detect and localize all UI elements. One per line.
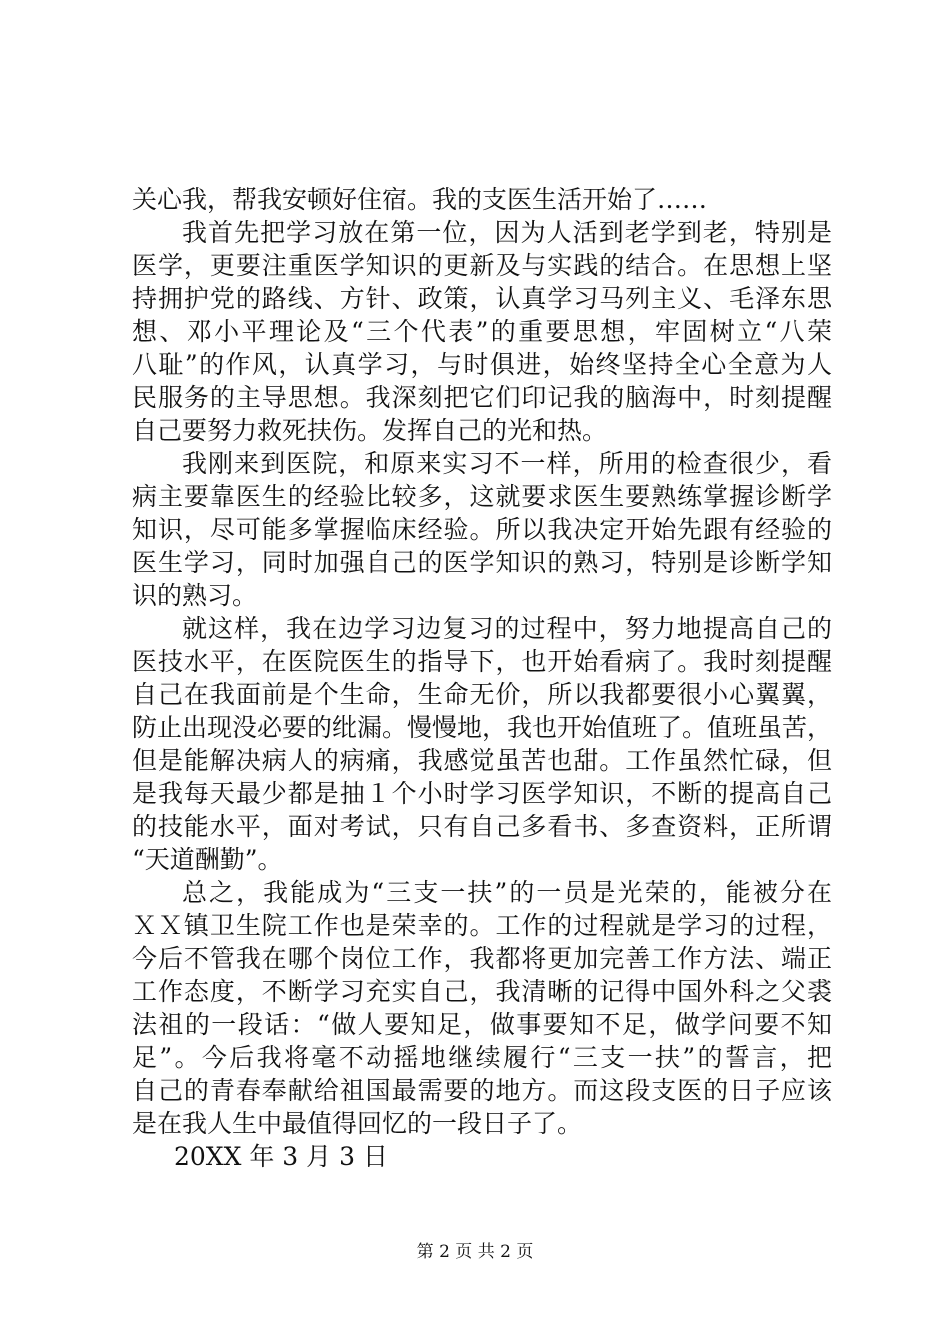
document-date: 20XX 年 3 月 3 日 [174, 1142, 388, 1171]
text-line: ＸＸ镇卫生院工作也是荣幸的。工作的过程就是学习的过程， [132, 911, 832, 940]
text-line: 防止出现没必要的纰漏。慢慢地，我也开始值班了。值班虽苦， [132, 713, 833, 742]
text-line: 病主要靠医生的经验比较多，这就要求医生要熟练掌握诊断学 [132, 482, 832, 511]
text-line: 知识，尽可能多掌握临床经验。所以我决定开始先跟有经验的 [132, 515, 832, 544]
paragraph-start-line: 我刚来到医院，和原来实习不一样，所用的检查很少，看 [182, 449, 832, 478]
text-line: 关心我，帮我安顿好住宿。我的支医生活开始了…… [132, 185, 708, 214]
text-line: 自己要努力救死扶伤。发挥自己的光和热。 [132, 416, 608, 445]
text-line: 民服务的主导思想。我深刻把它们印记我的脑海中，时刻提醒 [132, 383, 832, 412]
text-line: 医学，更要注重医学知识的更新及与实践的结合。在思想上坚 [132, 251, 832, 280]
page-number-footer: 第 2 页 共 2 页 [416, 1242, 534, 1262]
text-line: 是我每天最少都是抽１个小时学习医学知识，不断的提高自己 [132, 779, 832, 808]
text-line: 但是能解决病人的病痛，我感觉虽苦也甜。工作虽然忙碌，但 [132, 746, 832, 775]
paragraph-start-line: 总之，我能成为“三支一扶”的一员是光荣的，能被分在 [182, 878, 832, 907]
paragraph-start-line: 我首先把学习放在第一位，因为人活到老学到老，特别是 [182, 218, 832, 247]
text-line: 自己在我面前是个生命，生命无价，所以我都要很小心翼翼， [132, 680, 832, 709]
text-line: 工作态度，不断学习充实自己，我清晰的记得中国外科之父裘 [132, 977, 832, 1006]
text-line: 是在我人生中最值得回忆的一段日子了。 [132, 1109, 583, 1138]
text-line: 医生学习，同时加强自己的医学知识的熟习，特别是诊断学知 [132, 548, 832, 577]
text-line: 的技能水平，面对考试，只有自己多看书、多查资料，正所谓 [132, 812, 832, 841]
text-line: 法祖的一段话：“做人要知足，做事要知不足，做学问要不知 [132, 1010, 832, 1039]
paragraph-start-line: 就这样，我在边学习边复习的过程中，努力地提高自己的 [182, 614, 832, 643]
text-line: 八耻”的作风，认真学习，与时俱进，始终坚持全心全意为人 [132, 350, 832, 379]
text-line: “天道酬勤”。 [132, 845, 283, 874]
text-line: 医技水平，在医院医生的指导下，也开始看病了。我时刻提醒 [132, 647, 832, 676]
text-line: 自己的青春奉献给祖国最需要的地方。而这段支医的日子应该 [132, 1076, 832, 1105]
text-line: 足”。今后我将毫不动摇地继续履行“三支一扶”的誓言，把 [132, 1043, 832, 1072]
text-line: 识的熟习。 [132, 581, 258, 610]
text-line: 持拥护党的路线、方针、政策，认真学习马列主义、毛泽东思 [132, 284, 832, 313]
text-line: 今后不管我在哪个岗位工作，我都将更加完善工作方法、端正 [132, 944, 832, 973]
text-line: 想、邓小平理论及“三个代表”的重要思想，牢固树立“八荣 [132, 317, 832, 346]
